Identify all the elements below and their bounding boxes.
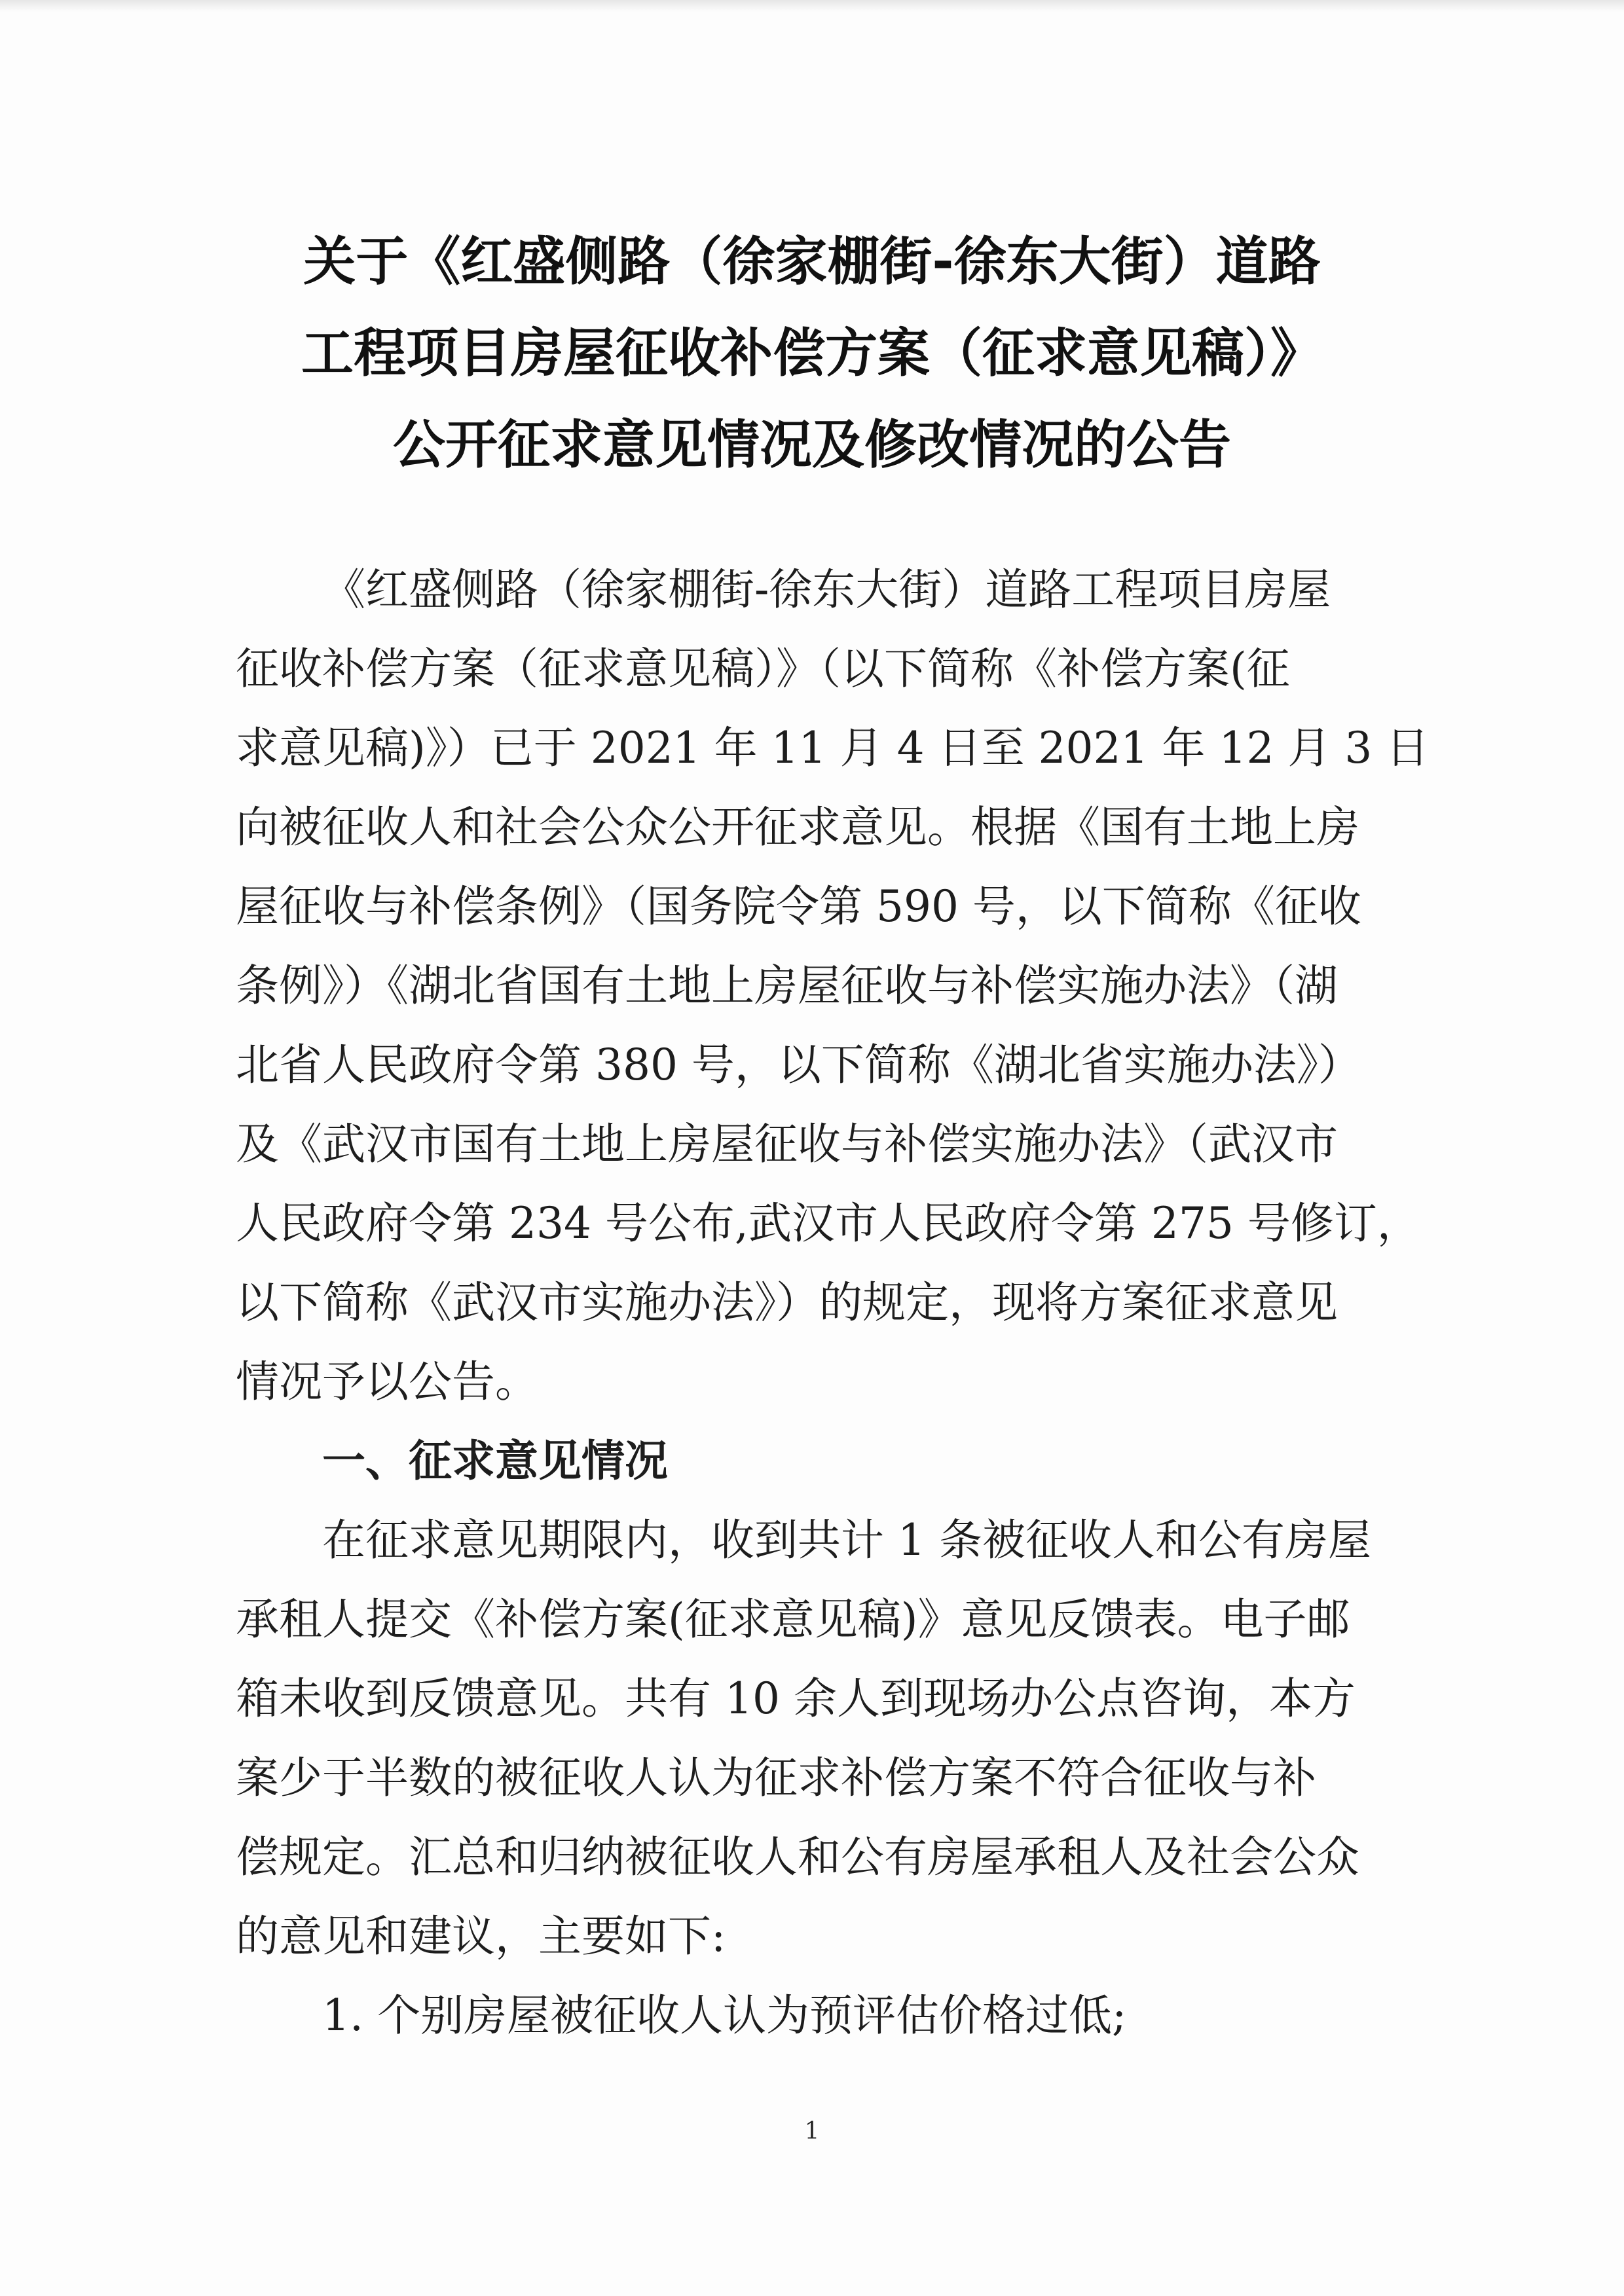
body-line: 情况予以公告。 <box>236 1357 538 1407</box>
section-heading: 一、征求意见情况 <box>322 1436 668 1486</box>
title-line-3: 公开征求意见情况及修改情况的公告 <box>393 414 1231 475</box>
body-line: 条例》）《湖北省国有土地上房屋征收与补偿实施办法》（湖 <box>236 960 1338 1011</box>
section-line: 偿规定。汇总和归纳被征收人和公有房屋承租人及社会公众 <box>236 1832 1359 1882</box>
section-line: 案少于半数的被征收人认为征求补偿方案不符合征收与补 <box>236 1753 1316 1803</box>
body-line: 屋征收与补偿条例》（国务院令第 590 号，以下简称《征收 <box>236 881 1361 932</box>
document-body <box>236 550 1430 2055</box>
body-line: 向被征收人和社会公众公开征求意见。根据《国有土地上房 <box>236 802 1359 852</box>
title-line-1: 关于《红盛侧路（徐家棚街-徐东大街）道路 <box>303 231 1321 292</box>
body-line: 北省人民政府令第 380 号，以下简称《湖北省实施办法》） <box>236 1040 1361 1090</box>
document-title <box>196 216 1428 491</box>
list-item: 1. 个别房屋被征收人认为预评估价格过低; <box>322 1990 1127 2041</box>
page-number: 1 <box>804 2118 820 2145</box>
section-line: 承租人提交《补偿方案(征求意见稿)》意见反馈表。电子邮 <box>236 1594 1350 1645</box>
body-line: 征收补偿方案（征求意见稿）》（以下简称《补偿方案(征 <box>236 644 1290 694</box>
scan-edge-shadow <box>0 0 1624 12</box>
body-line: 人民政府令第 234 号公布,武汉市人民政府令第 275 号修订， <box>236 1198 1420 1248</box>
body-line: 《红盛侧路（徐家棚街-徐东大街）道路工程项目房屋 <box>322 564 1331 615</box>
body-line: 求意见稿)》）已于 2021 年 11 月 4 日至 2021 年 12 月 3 日 <box>236 723 1430 773</box>
title-line-2: 工程项目房屋征收补偿方案（征求意见稿）》 <box>301 323 1323 384</box>
body-line: 以下简称《武汉市实施办法》）的规定，现将方案征求意见 <box>236 1277 1338 1328</box>
body-line: 及《武汉市国有土地上房屋征收与补偿实施办法》（武汉市 <box>236 1119 1338 1169</box>
section-line: 在征求意见期限内，收到共计 1 条被征收人和公有房屋 <box>322 1515 1371 1565</box>
section-line: 的意见和建议，主要如下: <box>236 1911 726 1961</box>
section-line: 箱未收到反馈意见。共有 10 余人到现场办公点咨询，本方 <box>236 1673 1356 1724</box>
